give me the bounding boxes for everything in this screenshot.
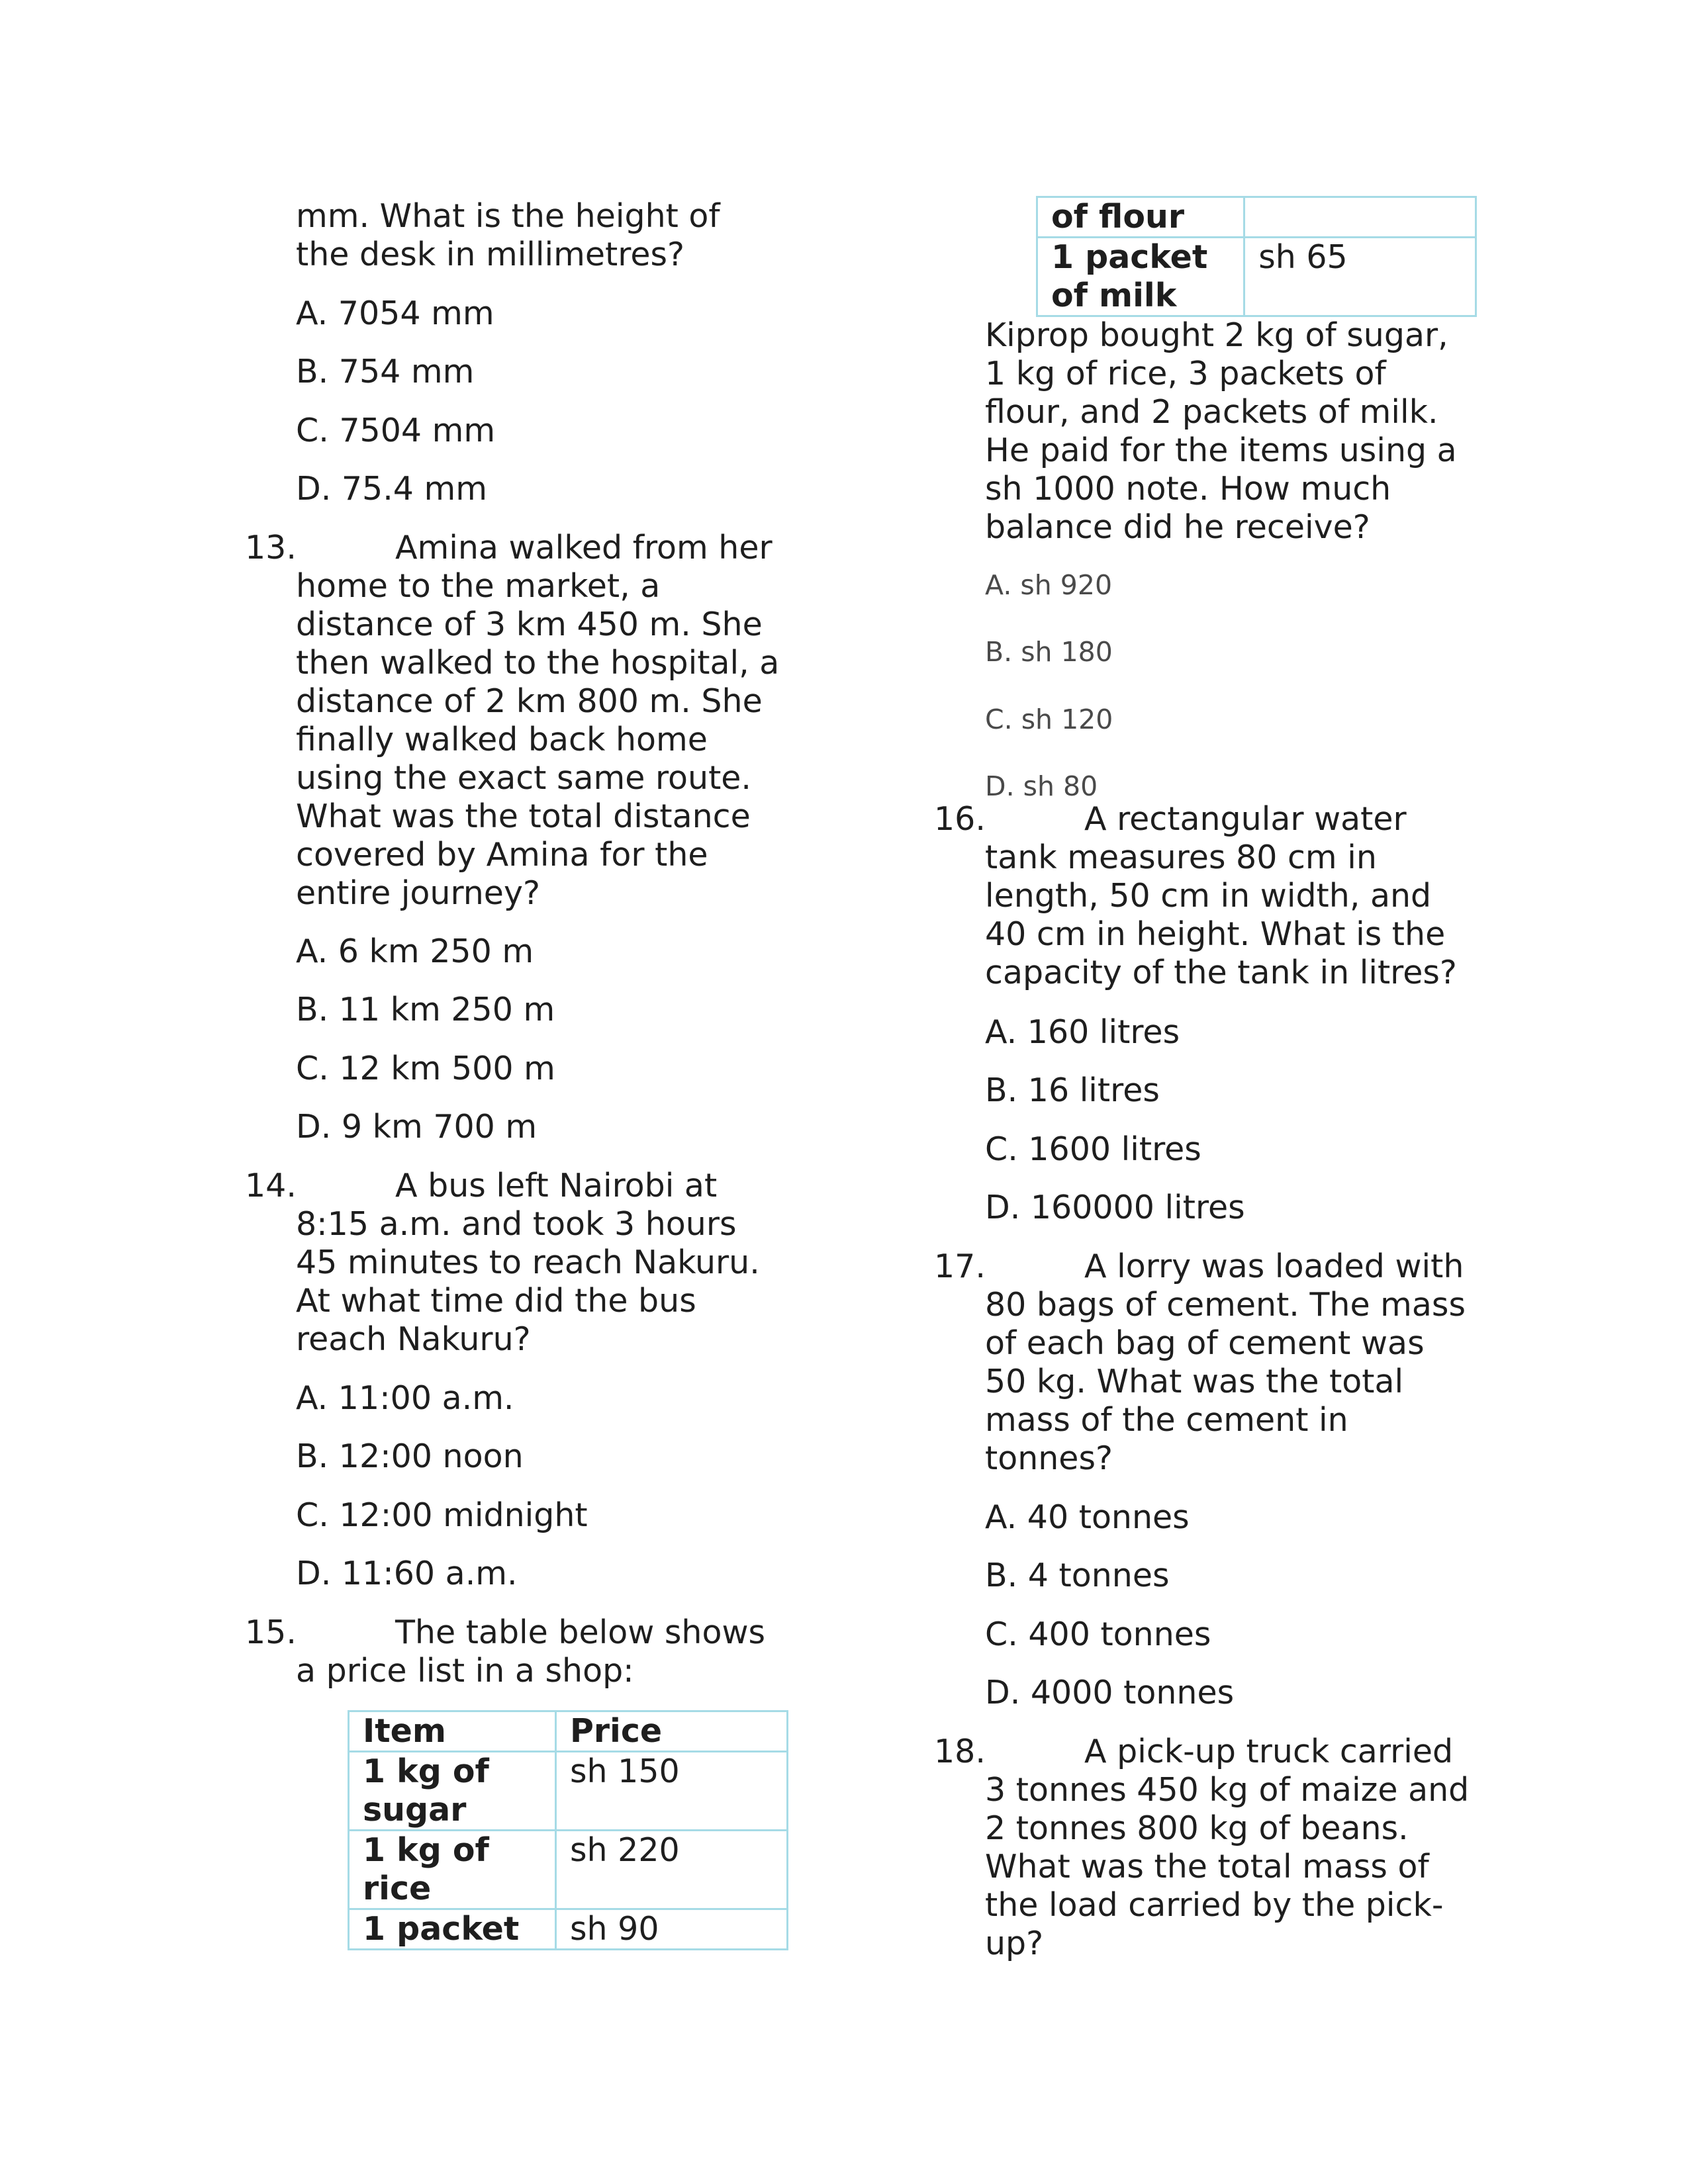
- q15-option-a: A. sh 920: [985, 569, 1113, 601]
- q15-follow-line: sh 1000 note. How much: [985, 470, 1391, 508]
- item-line: sugar: [363, 1791, 467, 1829]
- q17-stem: [985, 1248, 1466, 1478]
- q13-line: finally walked back home: [296, 721, 708, 758]
- price-table: [348, 1710, 788, 1950]
- q16-line: length, 50 cm in width, and: [985, 877, 1432, 915]
- table-cell-price: sh 220: [555, 1831, 787, 1909]
- q15-option-c: C. sh 120: [985, 704, 1113, 735]
- q16-number: 16.: [934, 800, 986, 838]
- q14-stem: [296, 1167, 760, 1359]
- item-line: 1 kg of: [363, 1831, 489, 1869]
- q12-option-d: D. 75.4 mm: [296, 470, 488, 508]
- q16-option-b: B. 16 litres: [985, 1071, 1160, 1109]
- q15-option-b: B. sh 180: [985, 636, 1113, 668]
- table-cell-price: [1244, 197, 1476, 238]
- table-row: [1037, 197, 1476, 238]
- q14-option-c: C. 12:00 midnight: [296, 1496, 588, 1534]
- q13-line: distance of 2 km 800 m. She: [296, 682, 763, 720]
- table-cell-item: of flour: [1037, 197, 1244, 238]
- q15-follow-line: Kiprop bought 2 kg of sugar,: [985, 316, 1448, 354]
- q14-line: 8:15 a.m. and took 3 hours: [296, 1205, 737, 1243]
- table-cell-price: sh 150: [555, 1752, 787, 1831]
- q13-line: home to the market, a: [296, 567, 661, 605]
- q18-number: 18.: [934, 1733, 986, 1770]
- q13-option-b: B. 11 km 250 m: [296, 991, 555, 1028]
- q17-option-d: D. 4000 tonnes: [985, 1674, 1235, 1711]
- q13-option-a: A. 6 km 250 m: [296, 933, 534, 970]
- q18-line: 3 tonnes 450 kg of maize and: [985, 1771, 1470, 1809]
- q12-stem-tail: [296, 197, 720, 274]
- table-cell-item: [1037, 238, 1244, 316]
- q17-line: 50 kg. What was the total: [985, 1363, 1404, 1400]
- q15-follow-line: 1 kg of rice, 3 packets of: [985, 355, 1386, 392]
- q17-number: 17.: [934, 1248, 986, 1285]
- table-row: [349, 1909, 788, 1950]
- q13-stem: [296, 529, 779, 913]
- q16-option-a: A. 160 litres: [985, 1013, 1180, 1051]
- q14-option-b: B. 12:00 noon: [296, 1437, 524, 1475]
- table-header-price: Price: [555, 1711, 787, 1752]
- q17-line: mass of the cement in: [985, 1401, 1348, 1439]
- q18-line: the load carried by the pick-: [985, 1886, 1444, 1924]
- q14-option-a: A. 11:00 a.m.: [296, 1379, 514, 1417]
- q18-line: A pick-up truck carried: [1084, 1733, 1454, 1770]
- item-line: of milk: [1051, 277, 1177, 314]
- q12-option-a: A. 7054 mm: [296, 295, 494, 332]
- item-line: rice: [363, 1870, 432, 1907]
- q15-follow-line: balance did he receive?: [985, 508, 1370, 546]
- q13-number: 13.: [245, 529, 297, 567]
- q15-line: The table below shows: [395, 1614, 766, 1651]
- q17-line: 80 bags of cement. The mass: [985, 1286, 1466, 1324]
- table-cell-price: sh 90: [555, 1909, 787, 1950]
- q12-line: mm. What is the height of: [296, 197, 720, 235]
- q17-line: of each bag of cement was: [985, 1324, 1425, 1362]
- item-line: 1 kg of: [363, 1752, 489, 1790]
- table-cell-item: [349, 1752, 556, 1831]
- q14-line: 45 minutes to reach Nakuru.: [296, 1244, 760, 1281]
- price-table-continued: [1036, 196, 1477, 317]
- q14-line: A bus left Nairobi at: [395, 1167, 718, 1205]
- q13-line: distance of 3 km 450 m. She: [296, 606, 763, 643]
- q13-line: using the exact same route.: [296, 759, 752, 797]
- q13-line: Amina walked from her: [395, 529, 773, 567]
- q16-line: capacity of the tank in litres?: [985, 954, 1457, 991]
- q16-line: A rectangular water: [1084, 800, 1407, 838]
- q16-line: tank measures 80 cm in: [985, 839, 1377, 876]
- q15-stem: [296, 1614, 765, 1690]
- q13-line: then walked to the hospital, a: [296, 644, 780, 682]
- q15-follow-line: flour, and 2 packets of milk.: [985, 393, 1438, 431]
- q15-follow-text: [985, 316, 1457, 547]
- q17-line: tonnes?: [985, 1439, 1113, 1477]
- q17-option-a: A. 40 tonnes: [985, 1498, 1190, 1536]
- q16-option-c: C. 1600 litres: [985, 1130, 1201, 1168]
- table-row: [1037, 238, 1476, 316]
- q17-option-c: C. 400 tonnes: [985, 1615, 1211, 1653]
- q13-option-c: C. 12 km 500 m: [296, 1050, 555, 1087]
- q15-number: 15.: [245, 1614, 297, 1651]
- q17-line: A lorry was loaded with: [1084, 1248, 1464, 1285]
- table-header-item: Item: [349, 1711, 556, 1752]
- q15-follow-line: He paid for the items using a: [985, 432, 1457, 469]
- q18-line: up?: [985, 1925, 1044, 1962]
- item-line: 1 packet: [1051, 238, 1208, 276]
- q13-line: entire journey?: [296, 874, 540, 912]
- q18-stem: [985, 1733, 1469, 1963]
- q13-line: What was the total distance: [296, 797, 751, 835]
- q12-line: the desk in millimetres?: [296, 236, 684, 273]
- q16-option-d: D. 160000 litres: [985, 1189, 1245, 1226]
- q18-line: 2 tonnes 800 kg of beans.: [985, 1809, 1409, 1847]
- q14-line: reach Nakuru?: [296, 1320, 531, 1358]
- table-header-row: [349, 1711, 788, 1752]
- table-cell-item: 1 packet: [349, 1909, 556, 1950]
- q18-line: What was the total mass of: [985, 1848, 1429, 1886]
- q12-option-b: B. 754 mm: [296, 353, 475, 390]
- q14-line: At what time did the bus: [296, 1282, 696, 1320]
- table-row: [349, 1752, 788, 1831]
- q16-stem: [985, 800, 1457, 992]
- q12-option-c: C. 7504 mm: [296, 412, 496, 449]
- q15-option-d: D. sh 80: [985, 770, 1098, 802]
- right-column: [844, 0, 1688, 2184]
- table-row: [349, 1831, 788, 1909]
- q15-line: a price list in a shop:: [296, 1652, 634, 1690]
- q13-line: covered by Amina for the: [296, 836, 708, 874]
- q16-line: 40 cm in height. What is the: [985, 915, 1446, 953]
- q17-option-b: B. 4 tonnes: [985, 1557, 1170, 1594]
- q14-number: 14.: [245, 1167, 297, 1205]
- table-cell-price: sh 65: [1244, 238, 1476, 316]
- q13-option-d: D. 9 km 700 m: [296, 1108, 538, 1146]
- q14-option-d: D. 11:60 a.m.: [296, 1555, 518, 1592]
- table-cell-item: [349, 1831, 556, 1909]
